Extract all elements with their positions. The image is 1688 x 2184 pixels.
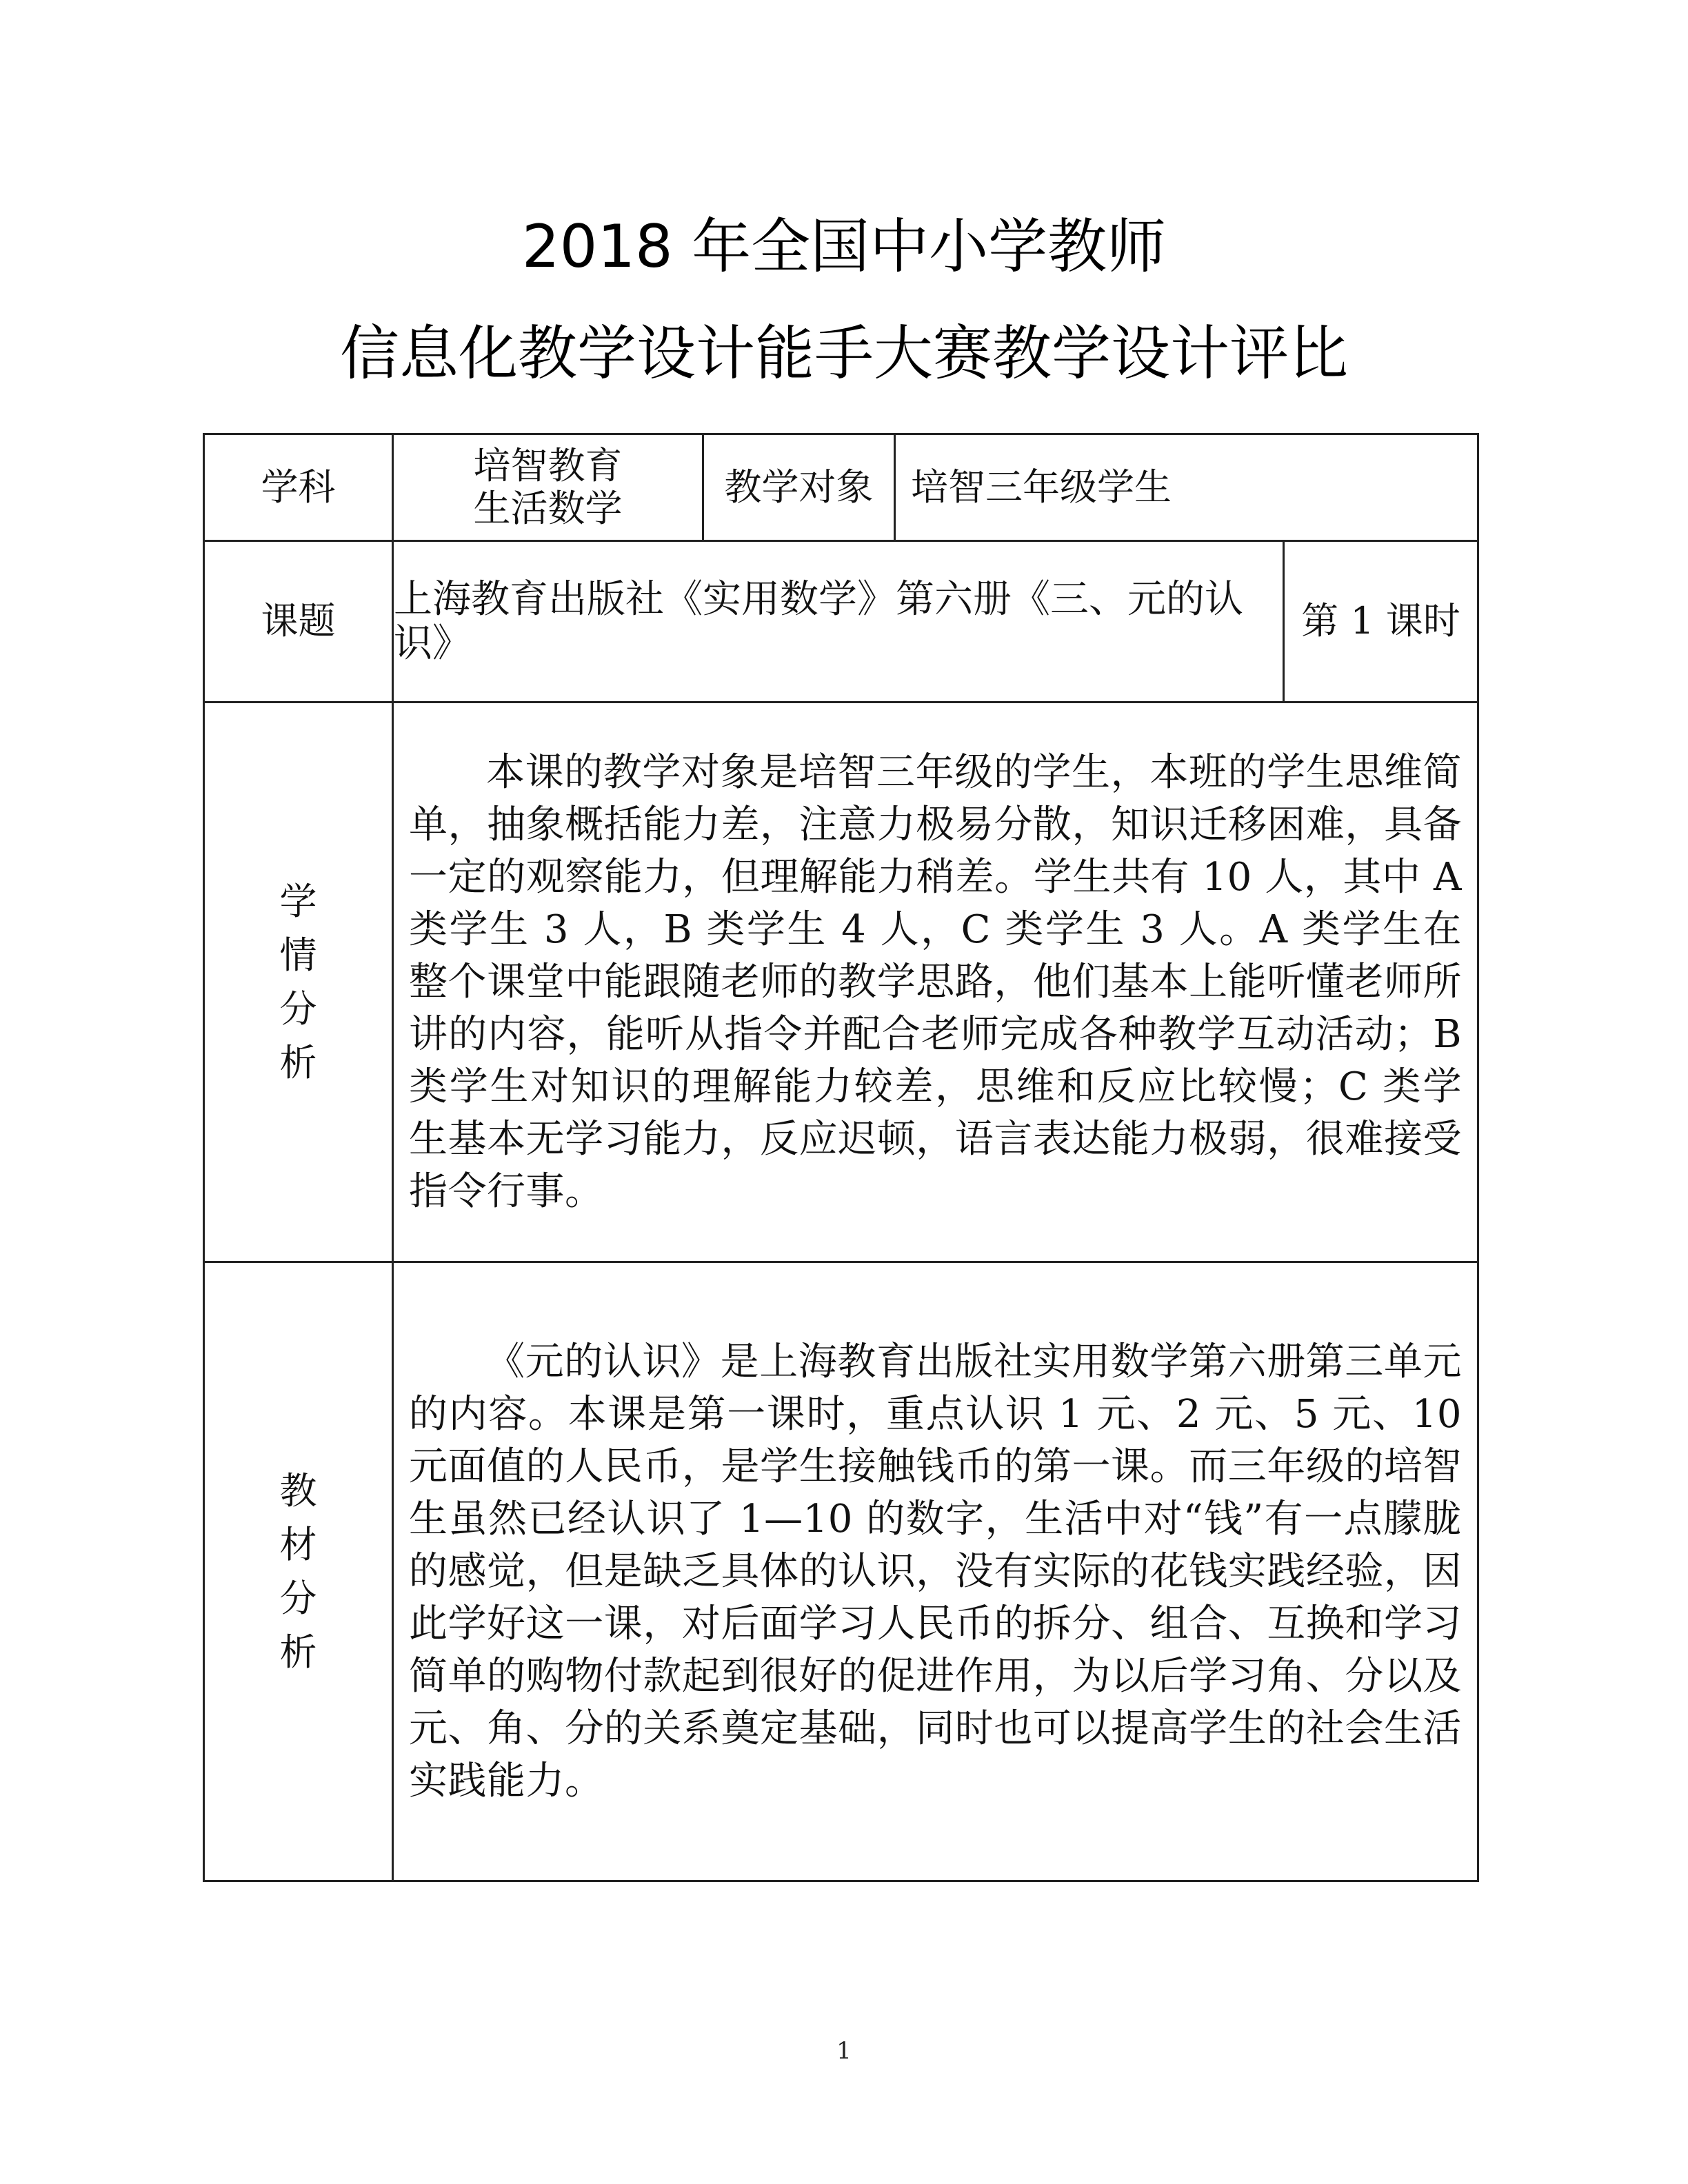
topic-row (204, 541, 1478, 702)
material-analysis-label-char: 材 (279, 1522, 317, 1566)
material-analysis-label (204, 1262, 393, 1881)
student-analysis-row (204, 702, 1478, 1262)
material-analysis-row (204, 1262, 1478, 1881)
material-analysis-cell (393, 1262, 1478, 1881)
audience-label: 教学对象 (703, 434, 895, 541)
audience-value: 培智三年级学生 (895, 434, 1478, 541)
student-analysis-label-char: 分 (279, 987, 317, 1031)
subject-value-line-2: 生活数学 (473, 487, 623, 530)
document-title-line-1: 2018 年全国中小学教师 (521, 212, 1167, 281)
subject-row (204, 434, 1478, 541)
subject-label: 学科 (204, 434, 393, 541)
topic-label: 课题 (204, 541, 393, 702)
student-analysis-label-char: 学 (279, 879, 317, 923)
material-analysis-label-char: 分 (279, 1576, 317, 1620)
subject-value-line-1: 培智教育 (473, 444, 623, 487)
material-analysis-label-char: 析 (279, 1630, 317, 1674)
material-analysis-text: 《元的认识》是上海教育出版社实用数学第六册第三单元的内容。本课是第一课时，重点认识 1 元、2 元、5 元、10 元面值的人民币，是学生接触钱币的第一课。而三年级的培智生虽然已经认识了 1—10 的数字，生活中对“钱”有一点朦胧的感觉，但是缺乏具体的认识，没有实际的花钱实践经验，因此学好这一课，对后面学习人民币的拆分、组合、互换和学习简单的购物付款起到很好的促进作用，为以后学习角、分以及元、角、分的关系奠定基础，同时也可以提高学生的社会生活实践能力。 (409, 1339, 1462, 1803)
page-number: 1 (836, 2037, 852, 2065)
document-title-line-2: 信息化教学设计能手大赛教学设计评比 (340, 319, 1348, 388)
student-analysis-text: 本课的教学对象是培智三年级的学生，本班的学生思维简单，抽象概括能力差，注意力极易分散，知识迁移困难，具备一定的观察能力，但理解能力稍差。学生共有 10 人，其中 A 类学生 3 人，B 类学生 4 人，C 类学生 3 人。A 类学生在整个课堂中能跟随老师的教学思路，他们基本上能听懂老师所讲的内容，能听从指令并配合老师完成各种教学互动活动；B 类学生对知识的理解能力较差，思维和反应比较慢；C 类学生基本无学习能力，反应迟顿，语言表达能力极弱，很难接受指令行事。 (409, 749, 1462, 1214)
lesson-design-form (203, 433, 1479, 1882)
student-analysis-label-char: 析 (279, 1040, 317, 1084)
material-analysis-label-char: 教 (279, 1468, 317, 1513)
student-analysis-cell (393, 702, 1478, 1262)
topic-value: 上海教育出版社《实用数学》第六册《三、元的认识》 (393, 541, 1284, 702)
student-analysis-label-char: 情 (279, 933, 317, 977)
subject-value (393, 434, 703, 541)
student-analysis-label (204, 702, 393, 1262)
lesson-period: 第 1 课时 (1284, 541, 1478, 702)
